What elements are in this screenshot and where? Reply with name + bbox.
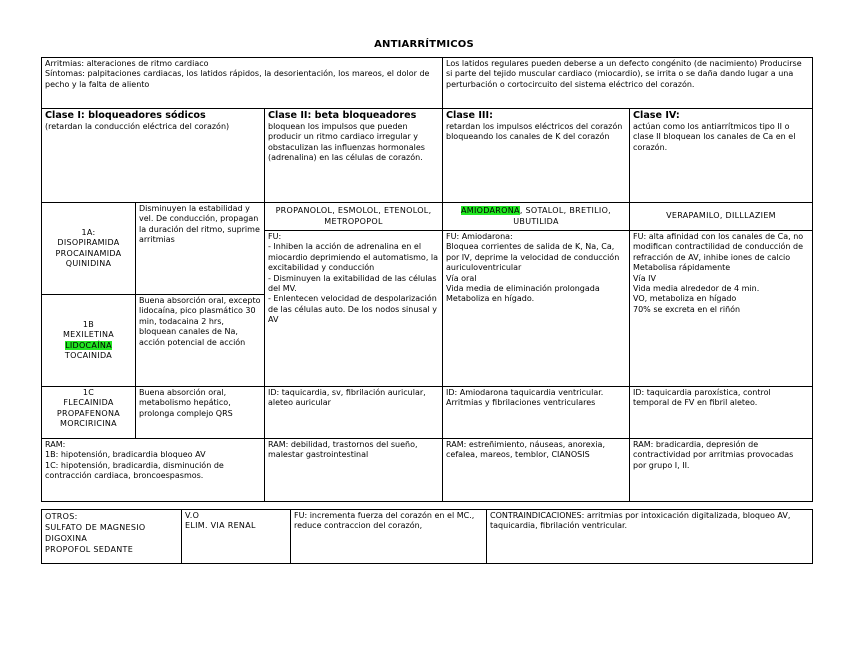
class-1a-drugs bbox=[42, 203, 136, 295]
class-header-row bbox=[42, 109, 813, 203]
others-contraindications: CONTRAINDICACIONES: arritmias por intoxicación digitalizada, bloqueo AV, taquicardia, fibrilación ventricular. bbox=[487, 510, 813, 564]
class-1c-drug-list: FLECAINIDA PROPAFENONA MORCIRICINA bbox=[56, 398, 121, 429]
class-4-header bbox=[630, 109, 813, 203]
class-2-title: Clase II: beta bloqueadores bbox=[268, 110, 417, 121]
others-route: V.O ELIM. VIA RENAL bbox=[182, 510, 291, 564]
class-4-description: actúan como los antiarrítmicos tipo II o clase II bloquean los canales de Ca en el corazón. bbox=[633, 122, 796, 152]
lidocaine-highlight: LIDOCAÍNA bbox=[65, 340, 112, 350]
class-1a-label: 1A: bbox=[81, 227, 96, 237]
others-row bbox=[42, 510, 813, 564]
document-title: ANTIARRÍTMICOS bbox=[374, 39, 474, 50]
class-1c-drugs bbox=[42, 387, 136, 439]
class-2-description: bloquean los impulsos que pueden producir un ritmo cardiaco irregular y obstaculizan las influenzas hormonales (adrenalina) en las células de corazón. bbox=[268, 122, 425, 163]
class-1-header bbox=[42, 109, 265, 203]
class-2-indications: ID: taquicardia, sv, fibrilación auricular, aleteo auricular bbox=[265, 387, 443, 439]
drug-row-top bbox=[42, 203, 813, 231]
class-4-drug-list: VERAPAMILO, DILLLAZIEM bbox=[630, 203, 813, 231]
intro-causes: Los latidos regulares pueden deberse a un defecto congénito (de nacimiento) Producirse si parte del tejido muscular cardiaco (miocardio), se irrita o se daña dando lugar a una perturbación o cortocircuito del sistema eléctrico del corazón. bbox=[443, 58, 813, 109]
tocainide-label: TOCAINIDA bbox=[64, 350, 113, 360]
class-1-title: Clase I: bloqueadores sódicos bbox=[45, 110, 206, 121]
class-4-title: Clase IV: bbox=[633, 110, 680, 121]
others-table bbox=[41, 509, 813, 564]
id-row bbox=[42, 387, 813, 439]
class-4-indications: ID: taquicardia paroxística, control temporal de FV en fibril aleteo. bbox=[630, 387, 813, 439]
amiodarone-highlight: AMIODARONA bbox=[460, 206, 520, 216]
class-3-description: retardan los impulsos eléctricos del corazón bloqueando los canales de K del corazón bbox=[446, 122, 623, 142]
class-1c-label: 1C bbox=[82, 388, 95, 397]
others-label: OTROS: bbox=[45, 512, 78, 521]
class-1-adverse-reactions: RAM: 1B: hipotensión, bradicardia bloqueo AV 1C: hipotensión, bradicardia, disminución de contracción cardiaca, broncoespasmos. bbox=[42, 439, 265, 502]
class-3-adverse-reactions: RAM: estreñimiento, náuseas, anorexia, cefalea, mareos, temblor, CIANOSIS bbox=[443, 439, 630, 502]
class-1a-description: Disminuyen la estabilidad y vel. De conducción, propagan la duración del ritmo, suprime arritmias bbox=[136, 203, 265, 295]
class-1b-description: Buena absorción oral, excepto lidocaína, pico plasmático 30 min, todacaina 2 hrs, bloquean canales de Na, acción potencial de acción bbox=[136, 295, 265, 387]
antiarrhythmics-table bbox=[41, 57, 813, 502]
others-function: FU: incrementa fuerza del corazón en el MC., reduce contraccion del corazón, bbox=[291, 510, 487, 564]
class-3-other-drugs: , SOTALOL, BRETILIO, UBUTILIDA bbox=[513, 206, 612, 226]
class-3-header bbox=[443, 109, 630, 203]
ram-row bbox=[42, 439, 813, 502]
class-3-indications: ID: Amiodarona taquicardia ventricular. Arritmias y fibrilaciones ventriculares bbox=[443, 387, 630, 439]
class-1c-description: Buena absorción oral, metabolismo hepático, prolonga complejo QRS bbox=[136, 387, 265, 439]
class-1b-label: 1B bbox=[82, 319, 95, 329]
class-3-function: FU: Amiodarona: Bloquea corrientes de salida de K, Na, Ca, por IV, deprime la velocidad de conducción auriculoventricular Vía oral Vida media de eliminación prolongada Metaboliza en hígado. bbox=[443, 231, 630, 387]
others-drug-list: SULFATO DE MAGNESIO DIGOXINA PROPOFOL SEDANTE bbox=[45, 523, 146, 554]
class-3-title: Clase III: bbox=[446, 110, 493, 121]
class-1-description: (retardan la conducción eléctrica del corazón) bbox=[45, 122, 230, 131]
others-drugs bbox=[42, 510, 182, 564]
class-1a-drug-list: DISOPIRAMIDA PROCAINAMIDA QUINIDINA bbox=[55, 238, 122, 268]
class-2-header bbox=[265, 109, 443, 203]
class-2-adverse-reactions: RAM: debilidad, trastornos del sueño, malestar gastrointestinal bbox=[265, 439, 443, 502]
intro-row bbox=[42, 58, 813, 109]
class-2-function: FU: - Inhiben la acción de adrenalina en el miocardio deprimiendo el automatismo, la excitabilidad y conducción - Disminuyen la exitabilidad de las células del MV. - Enlentecen velocidad de despolarización de las células auto. De los nodos sinusal y AV bbox=[265, 231, 443, 387]
class-4-adverse-reactions: RAM: bradicardia, depresión de contractividad por arritmias provocadas por grupo I, II. bbox=[630, 439, 813, 502]
class-1b-drugs bbox=[42, 295, 136, 387]
class-3-drug-list bbox=[443, 203, 630, 231]
intro-arrhythmia-definition: Arritmias: alteraciones de ritmo cardiaco Síntomas: palpitaciones cardiacas, los latidos rápidos, la desorientación, los mareos, el dolor de pecho y la falta de aliento bbox=[42, 58, 443, 109]
mexiletine-label: MEXILETINA bbox=[62, 330, 114, 340]
class-4-function: FU: alta afinidad con los canales de Ca, no modifican contractilidad de conducción de refracción de AV, inhibe iones de calcio Metabolisa rápidamente Vía IV Vida media alrededor de 4 min. VO, metaboliza en hígado 70% se excreta en el riñón bbox=[630, 231, 813, 387]
class-2-drug-list: PROPANOLOL, ESMOLOL, ETENOLOL, METROPOPOL bbox=[265, 203, 443, 231]
